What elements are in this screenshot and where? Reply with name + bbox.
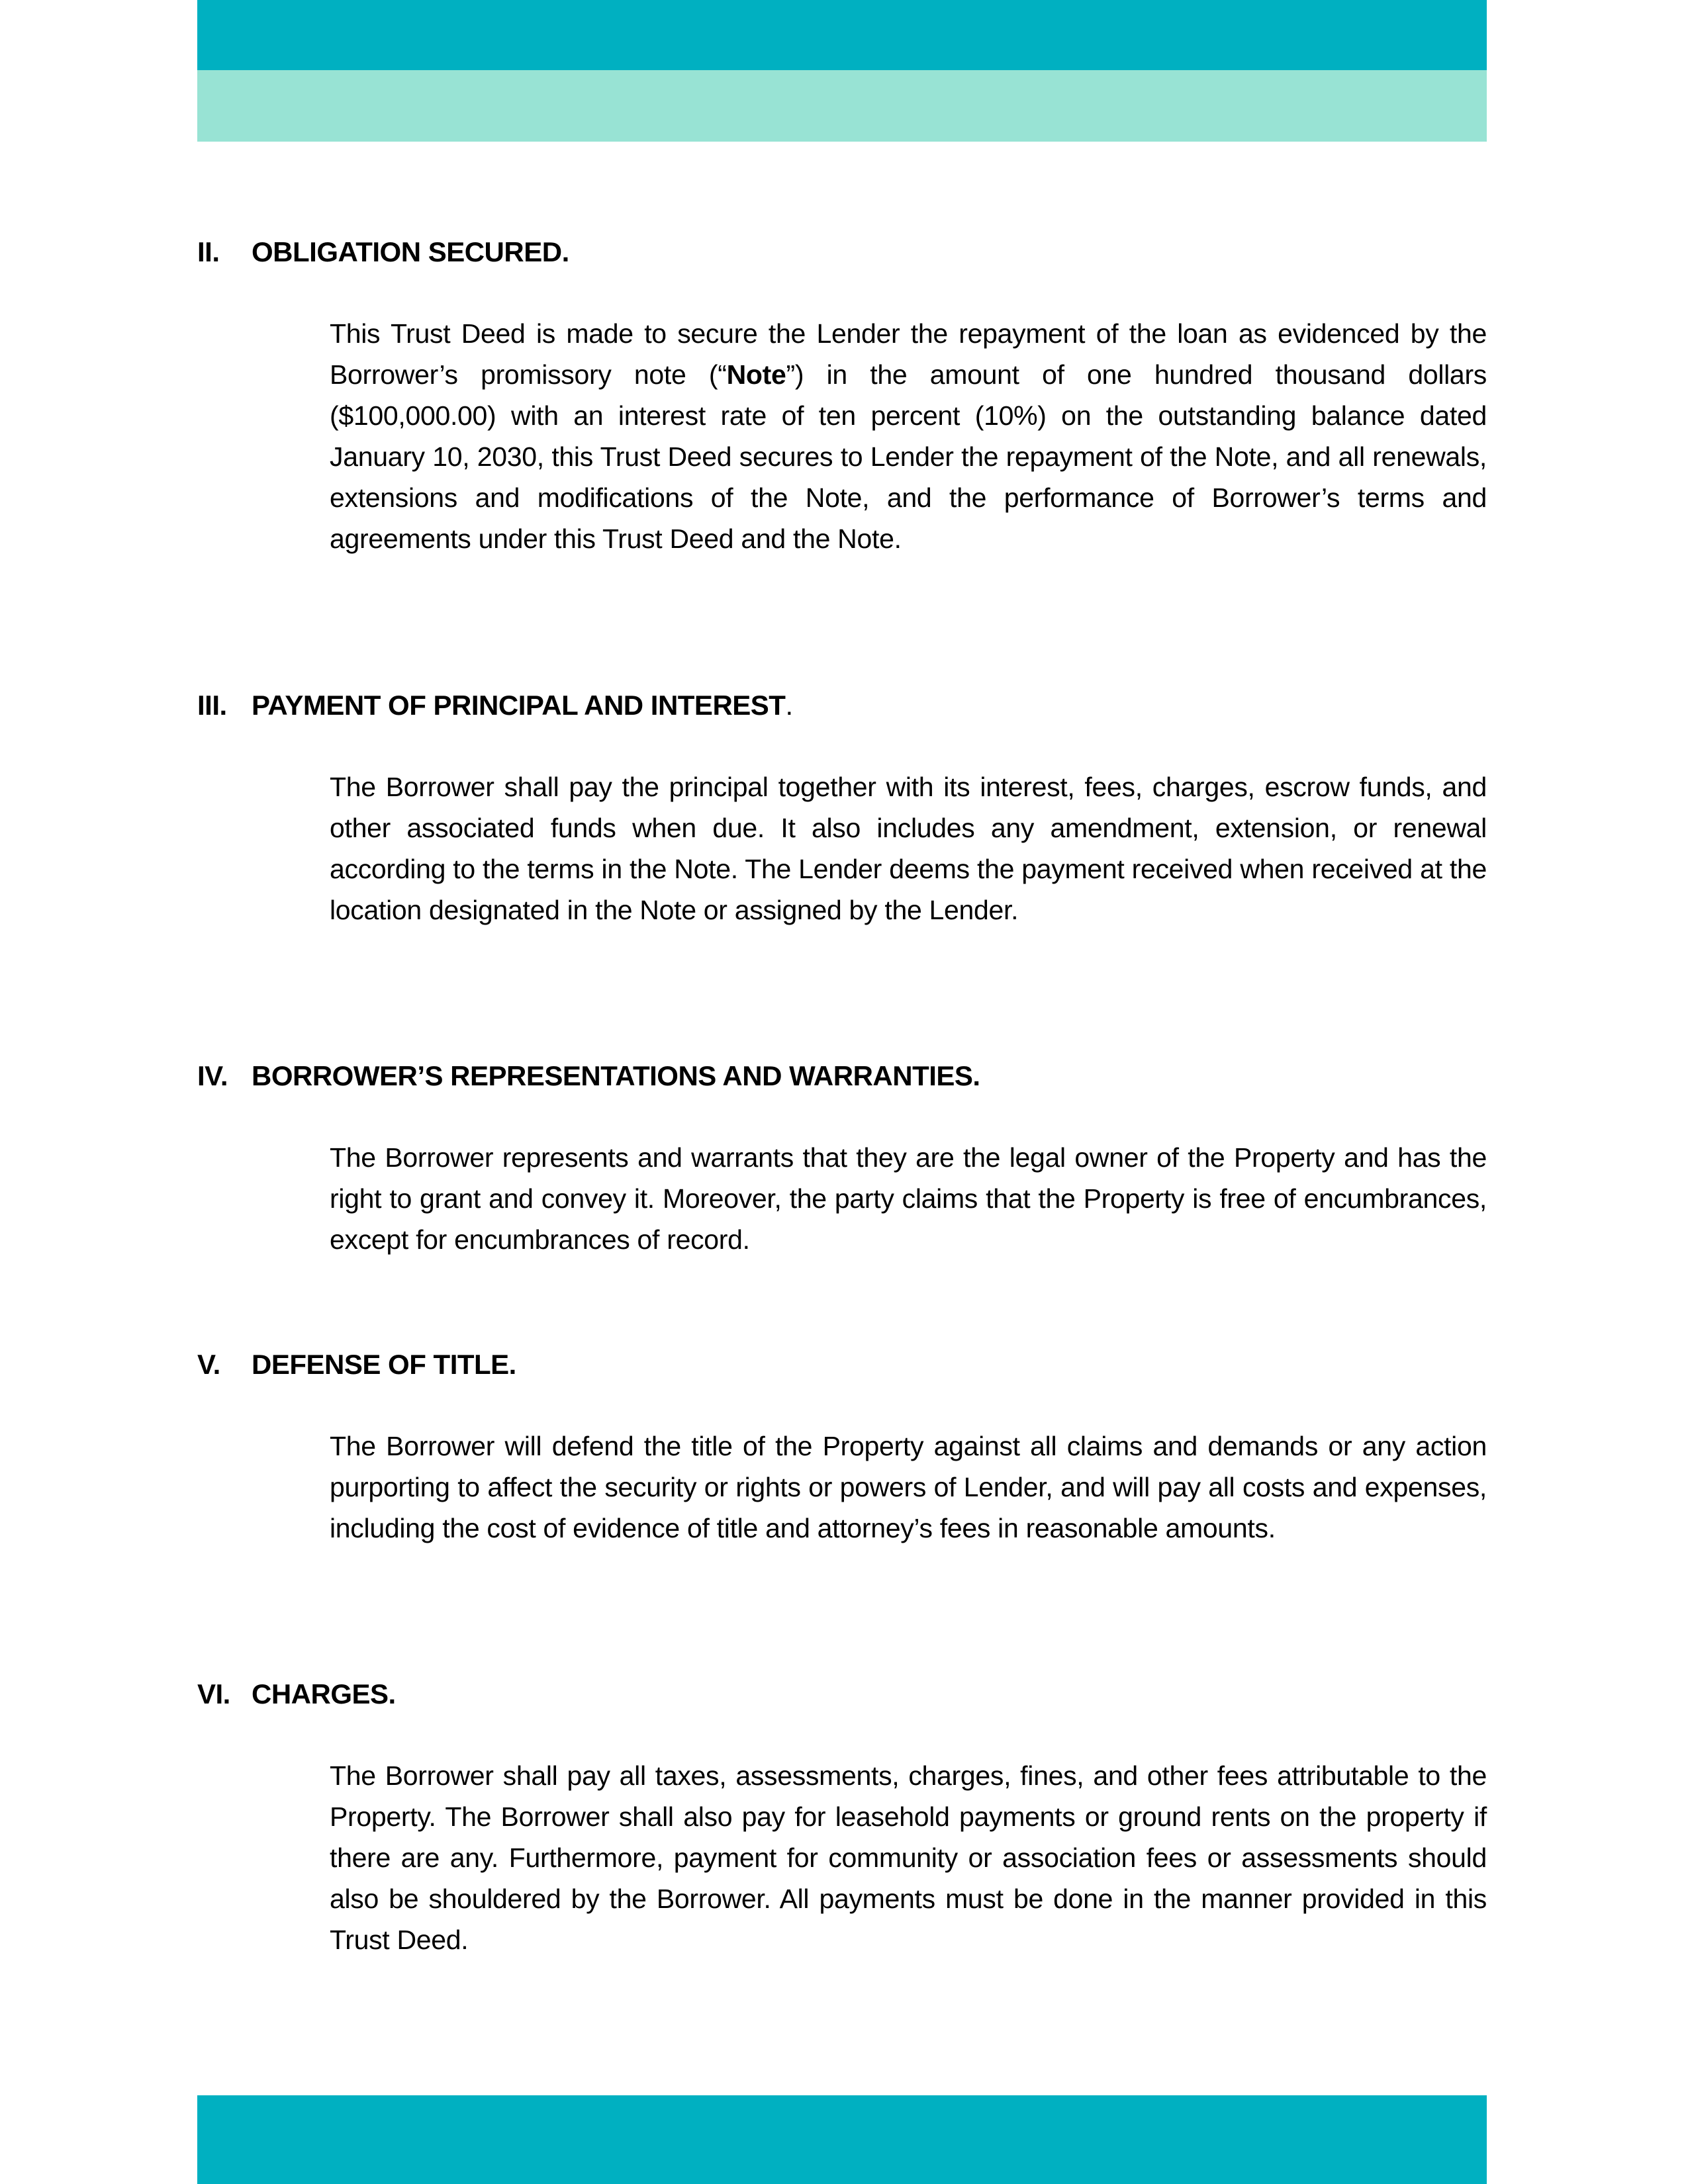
defined-term-note: Note (726, 359, 786, 390)
section-body: The Borrower shall pay the principal together with its interest, fees, charges, escrow funds, and other associated funds when due. It also includes any amendment, extension, or renewal according to the terms in the Note. The Lender deems the payment received when received at the location designated in the Note or assigned by the Lender. (330, 772, 1487, 925)
section-number: V. (197, 1349, 220, 1380)
section-body: The Borrower will defend the title of the Property against all claims and demands or any action purporting to affect the security or rights or powers of Lender, and will pay all costs and expenses, including the cost of evidence of title and attorney’s fees in reasonable amounts. (330, 1431, 1487, 1543)
section-number: III. (197, 690, 227, 721)
section-body: This Trust Deed is made to secure the Lender the repayment of the loan as evidenced by the Borrower’s promissory note (“Note”) in the amount of one hundred thousand dollars ($100,000.00) with an interest rate of ten percent (10%) on the outstanding balance dated January 10, 2030, this Trust Deed secures to Lender the repayment of the Note, and all renewals, extensions and modifications of the Note, and the performance of Borrower’s terms and agreements under this Trust Deed and the Note. (330, 318, 1487, 554)
section-body: The Borrower represents and warrants that they are the legal owner of the Property and has the right to grant and convey it. Moreover, the party claims that the Property is free of encumbrances, except for encumbrances of record. (330, 1142, 1487, 1255)
section-heading (197, 1347, 1487, 1382)
section-defense-of-title (197, 1347, 1487, 1549)
header-bar-mint (197, 70, 1487, 142)
section-number: VI. (197, 1678, 230, 1709)
section-title: DEFENSE OF TITLE. (252, 1349, 516, 1380)
section-heading (197, 1059, 1487, 1093)
section-representations-warranties (197, 1059, 1487, 1260)
section-body: The Borrower shall pay all taxes, assessments, charges, fines, and other fees attributable to the Property. The Borrower shall also pay for leasehold payments or ground rents on the property if there are any. Furthermore, payment for community or association fees or assessments should also be shouldered by the Borrower. All payments must be done in the manner provided in this Trust Deed. (330, 1760, 1487, 1955)
footer-bar-teal (197, 2095, 1487, 2184)
section-obligation-secured (197, 235, 1487, 559)
section-title: CHARGES. (252, 1678, 396, 1709)
section-title: PAYMENT OF PRINCIPAL AND INTEREST (252, 690, 786, 721)
section-title: BORROWER’S REPRESENTATIONS AND WARRANTIES. (252, 1060, 980, 1091)
section-charges (197, 1677, 1487, 1960)
section-heading: III. PAYMENT OF PRINCIPAL AND INTEREST . (197, 688, 1487, 723)
section-heading (197, 235, 1487, 269)
section-payment-of-principal (197, 688, 1487, 931)
section-number: II. (197, 236, 220, 267)
section-heading (197, 1677, 1487, 1711)
section-title: OBLIGATION SECURED. (252, 236, 569, 267)
section-number: IV. (197, 1060, 228, 1091)
header-bar-teal (197, 0, 1487, 70)
